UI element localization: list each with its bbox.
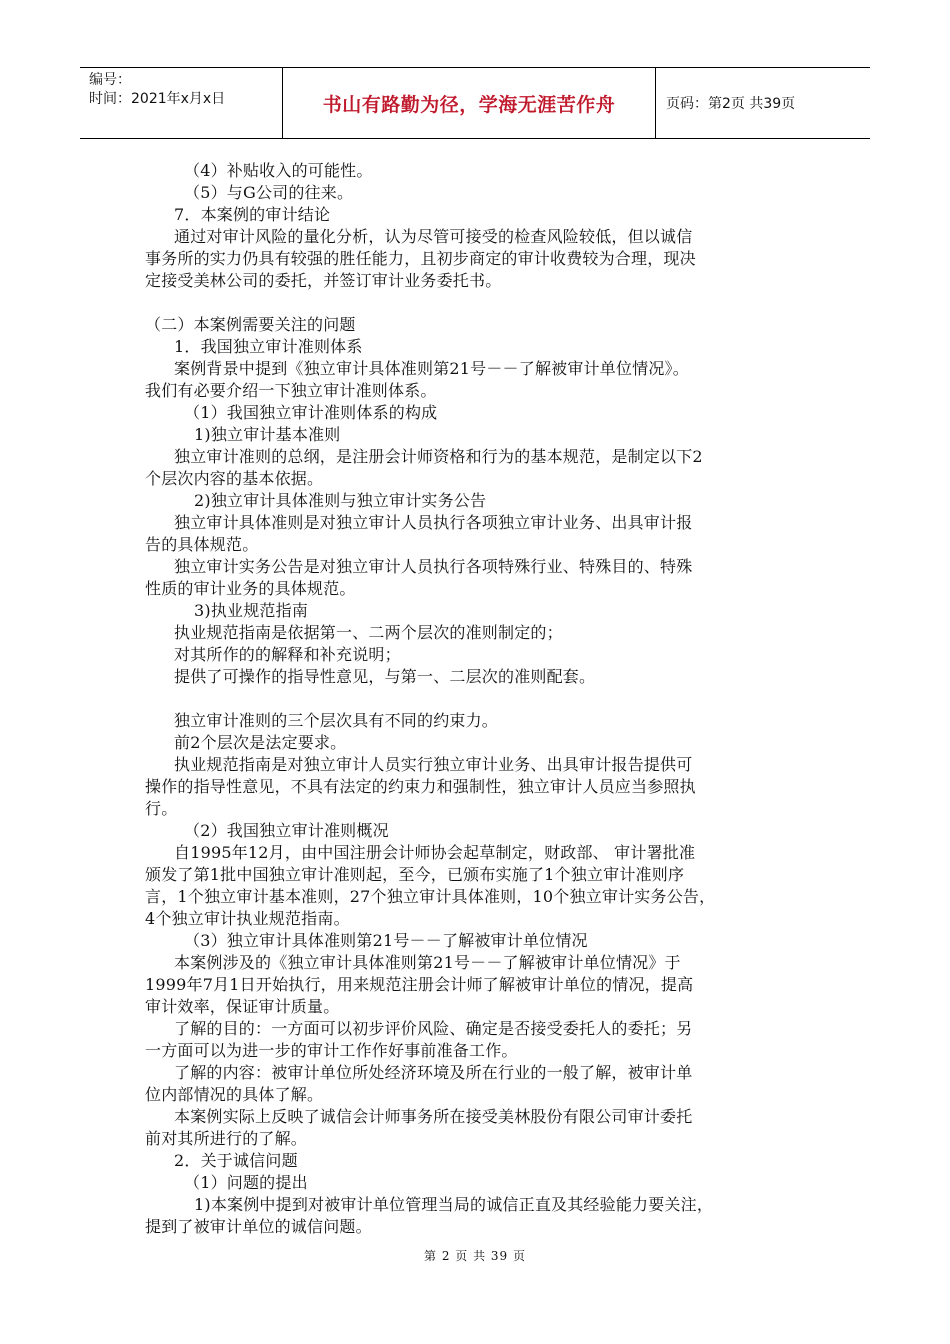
text-line: 独立审计具体准则是对独立审计人员执行各项独立审计业务、出具审计报: [174, 513, 693, 532]
text-line: 前对其所进行的了解。: [145, 1129, 308, 1148]
text-line: 对其所作的的解释和补充说明；: [174, 645, 401, 664]
text-line: 定接受美林公司的委托，并签订审计业务委托书。: [145, 271, 502, 290]
text-line: 言，1个独立审计基本准则，27个独立审计具体准则，10个独立审计实务公告，: [145, 887, 716, 906]
text-line: 1999年7月1日开始执行，用来规范注册会计师了解被审计单位的情况，提高: [145, 975, 694, 994]
text-line: 事务所的实力仍具有较强的胜任能力，且初步商定的审计收费较为合理，现决: [145, 249, 696, 268]
document-number-label: 编号：: [89, 72, 131, 88]
text-line: 执业规范指南是依据第一、二两个层次的准则制定的；: [174, 623, 563, 642]
text-line: 2．关于诚信问题: [174, 1151, 298, 1170]
text-line: 一方面可以为进一步的审计工作作好事前准备工作。: [145, 1041, 518, 1060]
text-line: （1）我国独立审计准则体系的构成: [184, 403, 438, 422]
text-line: 本案例实际上反映了诚信会计师事务所在接受美林股份有限公司审计委托: [174, 1107, 693, 1126]
text-line: 个层次内容的基本依据。: [145, 469, 324, 488]
text-line: 告的具体规范。: [145, 535, 259, 554]
text-line: （1）问题的提出: [184, 1173, 308, 1192]
text-line: 案例背景中提到《独立审计具体准则第21号－－了解被审计单位情况》。: [174, 359, 689, 378]
text-line: 通过对审计风险的量化分析，认为尽管可接受的检查风险较低，但以诚信: [174, 227, 693, 246]
text-line: 审计效率，保证审计质量。: [145, 997, 340, 1016]
header-meta: [80, 68, 283, 138]
text-line: 4个独立审计执业规范指南。: [145, 909, 350, 928]
text-line: 7．本案例的审计结论: [174, 205, 331, 224]
document-time-label: 时间：2021年x月x日: [89, 91, 226, 107]
text-line: 位内部情况的具体了解。: [145, 1085, 324, 1104]
text-line: （2）我国独立审计准则概况: [184, 821, 389, 840]
text-line: 操作的指导性意见，不具有法定的约束力和强制性，独立审计人员应当参照执: [145, 777, 696, 796]
text-line: 行。: [145, 799, 178, 818]
text-line: 执业规范指南是对独立审计人员实行独立审计业务、出具审计报告提供可: [174, 755, 693, 774]
text-line: 本案例涉及的《独立审计具体准则第21号－－了解被审计单位情况》于: [174, 953, 681, 972]
text-line: 提供了可操作的指导性意见，与第一、二层次的准则配套。: [174, 667, 596, 686]
page-header: [80, 67, 870, 139]
header-motto: 书山有路勤为径，学海无涯苦作舟: [283, 68, 656, 138]
text-line: 1)本案例中提到对被审计单位管理当局的诚信正直及其经验能力要关注，: [194, 1195, 714, 1214]
text-line: 2)独立审计具体准则与独立审计实务公告: [194, 491, 487, 510]
text-line: 1)独立审计基本准则: [194, 425, 341, 444]
text-line: 提到了被审计单位的诚信问题。: [145, 1217, 372, 1236]
text-line: 1．我国独立审计准则体系: [174, 337, 363, 356]
text-line: （5）与G公司的往来。: [184, 183, 354, 202]
text-line: 颁发了第1批中国独立审计准则起，至今，已颁布实施了1个独立审计准则序: [145, 865, 685, 884]
page-footer: 第 2 页 共 39 页: [424, 1249, 526, 1263]
header-page-info: 页码：第2页 共39页: [666, 96, 796, 112]
text-line: 自1995年12月，由中国注册会计师协会起草制定，财政部、 审计署批准: [174, 843, 696, 862]
text-line: 前2个层次是法定要求。: [174, 733, 347, 752]
text-line: 3)执业规范指南: [194, 601, 309, 620]
text-line: （3）独立审计具体准则第21号－－了解被审计单位情况: [184, 931, 588, 950]
section-heading: （二）本案例需要关注的问题: [145, 315, 356, 334]
text-line: 性质的审计业务的具体规范。: [145, 579, 356, 598]
text-line: 独立审计准则的总纲，是注册会计师资格和行为的基本规范，是制定以下2: [174, 447, 703, 466]
text-line: 我们有必要介绍一下独立审计准则体系。: [145, 381, 437, 400]
text-line: （4）补贴收入的可能性。: [184, 161, 373, 180]
text-line: 独立审计准则的三个层次具有不同的约束力。: [174, 711, 499, 730]
text-line: 独立审计实务公告是对独立审计人员执行各项特殊行业、特殊目的、特殊: [174, 557, 693, 576]
text-line: 了解的内容：被审计单位所处经济环境及所在行业的一般了解，被审计单: [174, 1063, 693, 1082]
text-line: 了解的目的：一方面可以初步评价风险、确定是否接受委托人的委托；另: [174, 1019, 693, 1038]
